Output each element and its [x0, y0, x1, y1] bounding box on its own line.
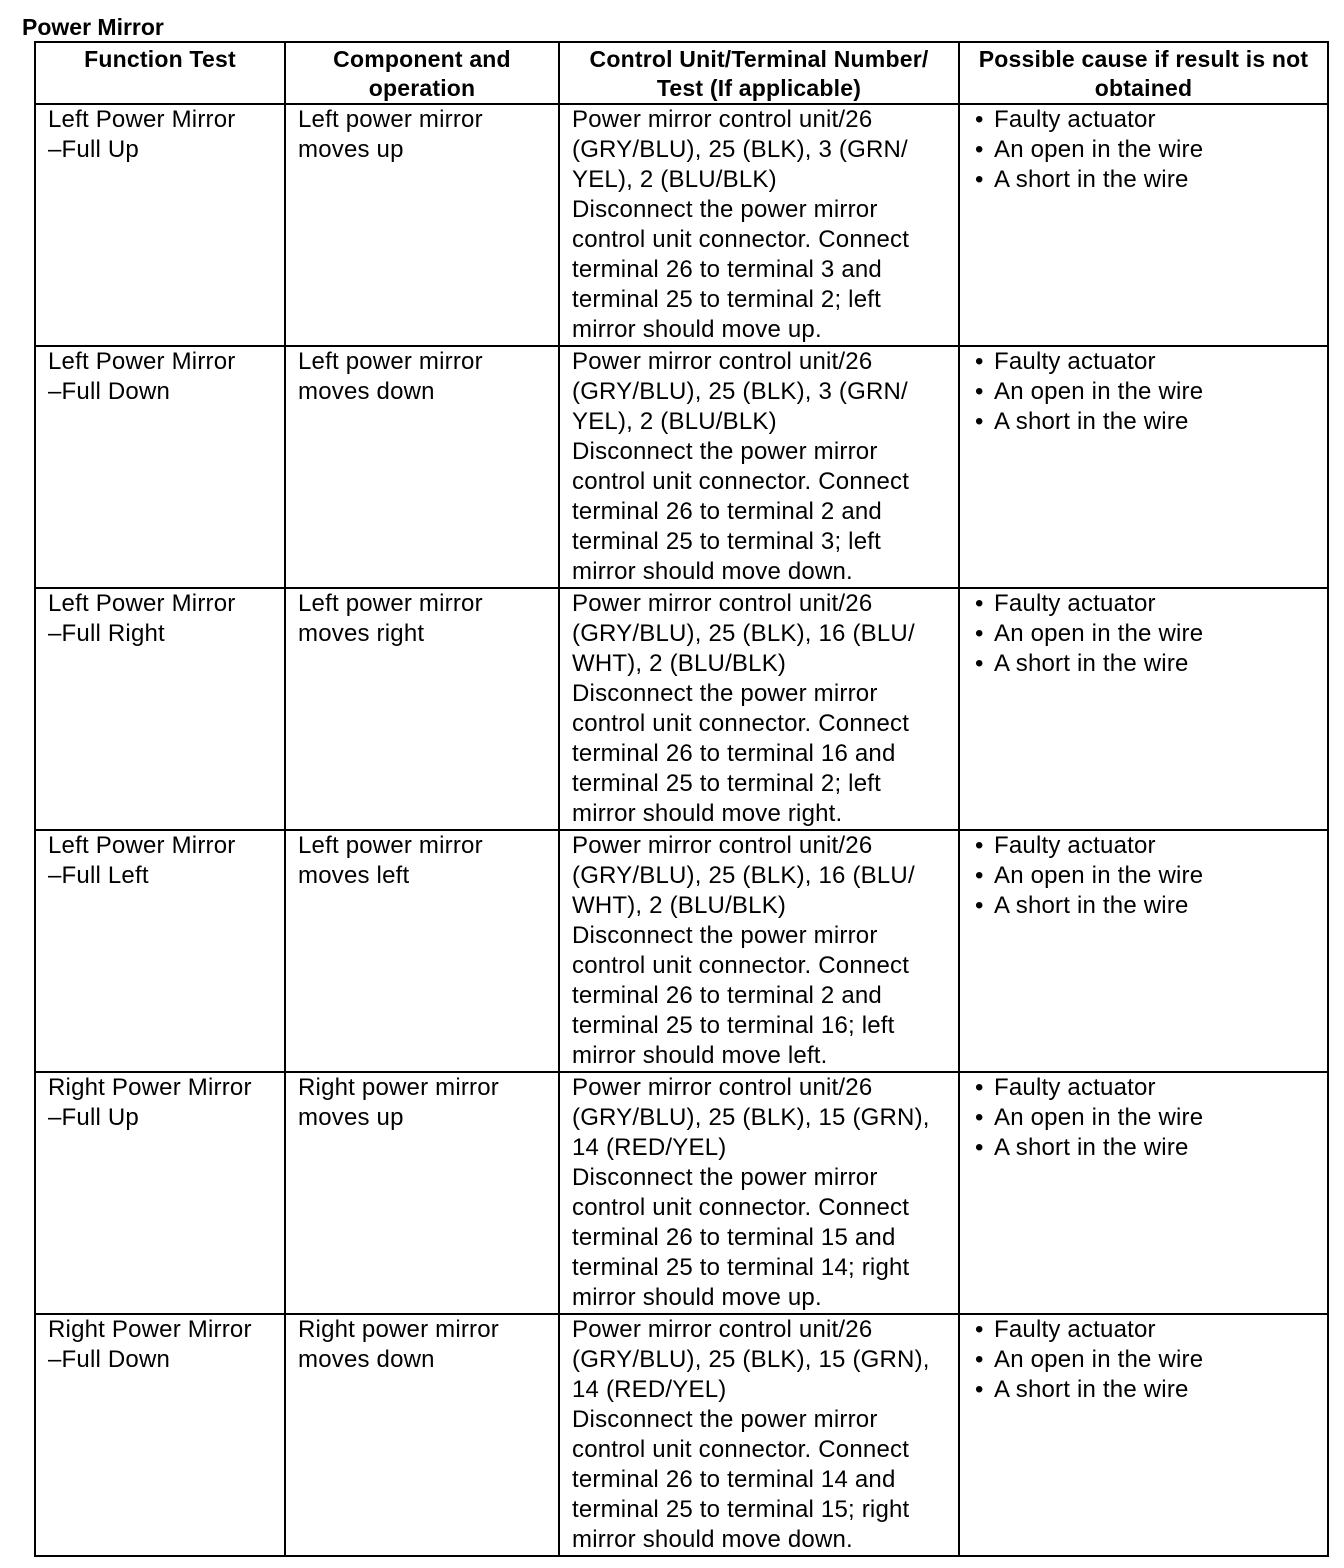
header-component-line: operation: [368, 75, 476, 101]
function-test-cell-line: Left Power Mirror: [48, 832, 236, 859]
control-unit-cell-line: control unit connector. Connect: [572, 1436, 910, 1463]
function-test-cell-line: Left Power Mirror: [48, 348, 236, 375]
function-test-cell: [35, 588, 285, 830]
cause-list: [972, 1315, 1321, 1405]
table-body: [35, 104, 1328, 1556]
section-title: Power Mirror: [22, 14, 164, 40]
control-unit-cell-line: Power mirror control unit/26: [572, 348, 873, 375]
function-test-cell: [35, 830, 285, 1072]
control-unit-cell-line: Power mirror control unit/26: [572, 106, 873, 133]
control-unit-cell: [559, 830, 959, 1072]
cause-item: • Faulty actuator: [972, 1073, 1321, 1103]
control-unit-cell-line: control unit connector. Connect: [572, 952, 910, 979]
component-cell-line: Left power mirror: [298, 348, 483, 375]
cause-item: • A short in the wire: [972, 649, 1321, 679]
control-unit-cell-line: terminal 25 to terminal 15; right: [572, 1496, 910, 1523]
function-test-cell-line: –Full Down: [48, 1346, 171, 1373]
control-unit-cell-line: Disconnect the power mirror: [572, 680, 878, 707]
header-component: [285, 42, 559, 104]
function-test-cell-line: Right Power Mirror: [48, 1074, 252, 1101]
header-control-line: Test (If applicable): [656, 75, 862, 101]
control-unit-cell-line: (GRY/BLU), 25 (BLK), 16 (BLU/: [572, 862, 915, 889]
cause-list: [972, 347, 1321, 437]
table-row: [35, 1072, 1328, 1314]
possible-cause-cell: [959, 104, 1328, 346]
control-unit-cell: [559, 588, 959, 830]
control-unit-cell-line: Disconnect the power mirror: [572, 196, 878, 223]
function-test-cell: [35, 1072, 285, 1314]
control-unit-cell-line: control unit connector. Connect: [572, 468, 910, 495]
control-unit-cell-line: control unit connector. Connect: [572, 1194, 910, 1221]
possible-cause-cell: [959, 346, 1328, 588]
header-function-test-label: Function Test: [84, 46, 236, 72]
cause-item: • Faulty actuator: [972, 1315, 1321, 1345]
control-unit-cell-line: (GRY/BLU), 25 (BLK), 15 (GRN),: [572, 1346, 930, 1373]
cause-item: • A short in the wire: [972, 407, 1321, 437]
control-unit-cell-line: 14 (RED/YEL): [572, 1134, 727, 1161]
component-cell-line: Right power mirror: [298, 1316, 499, 1343]
control-unit-cell-line: mirror should move up.: [572, 316, 822, 343]
header-component-line: Component and: [333, 46, 511, 72]
control-unit-cell-line: terminal 25 to terminal 2; left: [572, 286, 882, 313]
component-cell-line: moves down: [298, 1346, 435, 1373]
control-unit-cell: [559, 1314, 959, 1556]
control-unit-cell-line: Power mirror control unit/26: [572, 832, 873, 859]
control-unit-cell-line: terminal 26 to terminal 14 and: [572, 1466, 896, 1493]
component-cell-line: Left power mirror: [298, 590, 483, 617]
header-cause-line: Possible cause if result is not: [978, 46, 1309, 72]
function-test-cell: [35, 1314, 285, 1556]
function-test-cell-line: –Full Left: [48, 862, 149, 889]
component-cell: [285, 830, 559, 1072]
header-cause-line: obtained: [1094, 75, 1193, 101]
component-cell: [285, 1314, 559, 1556]
cause-item: • A short in the wire: [972, 891, 1321, 921]
possible-cause-cell: [959, 588, 1328, 830]
function-test-cell-line: –Full Up: [48, 1104, 139, 1131]
possible-cause-cell: [959, 1072, 1328, 1314]
control-unit-cell-line: terminal 26 to terminal 2 and: [572, 982, 882, 1009]
control-unit-cell-line: terminal 26 to terminal 2 and: [572, 498, 882, 525]
control-unit-cell-line: control unit connector. Connect: [572, 710, 910, 737]
control-unit-cell-line: mirror should move down.: [572, 1526, 853, 1553]
control-unit-cell-line: mirror should move right.: [572, 800, 843, 827]
control-unit-cell: [559, 104, 959, 346]
control-unit-cell: [559, 1072, 959, 1314]
component-cell: [285, 104, 559, 346]
cause-item: • An open in the wire: [972, 1103, 1321, 1133]
table-row: [35, 346, 1328, 588]
control-unit-cell-line: terminal 25 to terminal 16; left: [572, 1012, 895, 1039]
control-unit-cell-line: terminal 26 to terminal 16 and: [572, 740, 896, 767]
control-unit-cell-line: YEL), 2 (BLU/BLK): [572, 166, 777, 193]
control-unit-cell-line: Power mirror control unit/26: [572, 1316, 873, 1343]
header-control-unit: [559, 42, 959, 104]
control-unit-cell-line: WHT), 2 (BLU/BLK): [572, 892, 787, 919]
control-unit-cell-line: terminal 26 to terminal 3 and: [572, 256, 882, 283]
cause-item: • Faulty actuator: [972, 347, 1321, 377]
power-mirror-table: [34, 41, 1329, 1557]
function-test-cell-line: Right Power Mirror: [48, 1316, 252, 1343]
component-cell-line: Right power mirror: [298, 1074, 499, 1101]
component-cell-line: Left power mirror: [298, 832, 483, 859]
control-unit-cell-line: terminal 25 to terminal 3; left: [572, 528, 882, 555]
component-cell-line: moves up: [298, 1104, 404, 1131]
header-control-line: Control Unit/Terminal Number/: [589, 46, 929, 72]
cause-item: • A short in the wire: [972, 1375, 1321, 1405]
component-cell: [285, 346, 559, 588]
table-row: [35, 830, 1328, 1072]
control-unit-cell-line: mirror should move left.: [572, 1042, 828, 1069]
cause-item: • An open in the wire: [972, 135, 1321, 165]
function-test-cell-line: –Full Right: [48, 620, 165, 647]
cause-item: • An open in the wire: [972, 1345, 1321, 1375]
cause-item: • An open in the wire: [972, 377, 1321, 407]
component-cell: [285, 1072, 559, 1314]
control-unit-cell-line: (GRY/BLU), 25 (BLK), 16 (BLU/: [572, 620, 915, 647]
component-cell-line: moves up: [298, 136, 404, 163]
cause-item: • An open in the wire: [972, 619, 1321, 649]
control-unit-cell-line: mirror should move up.: [572, 1284, 822, 1311]
header-row: [35, 42, 1328, 104]
control-unit-cell-line: terminal 25 to terminal 14; right: [572, 1254, 910, 1281]
control-unit-cell-line: Disconnect the power mirror: [572, 1164, 878, 1191]
function-test-cell-line: Left Power Mirror: [48, 590, 236, 617]
control-unit-cell: [559, 346, 959, 588]
control-unit-cell-line: control unit connector. Connect: [572, 226, 910, 253]
control-unit-cell-line: (GRY/BLU), 25 (BLK), 3 (GRN/: [572, 378, 908, 405]
table-row: [35, 104, 1328, 346]
cause-list: [972, 1073, 1321, 1163]
function-test-cell: [35, 346, 285, 588]
cause-item: • A short in the wire: [972, 1133, 1321, 1163]
control-unit-cell-line: (GRY/BLU), 25 (BLK), 3 (GRN/: [572, 136, 908, 163]
cause-list: [972, 831, 1321, 921]
possible-cause-cell: [959, 830, 1328, 1072]
control-unit-cell-line: mirror should move down.: [572, 558, 853, 585]
control-unit-cell-line: Disconnect the power mirror: [572, 1406, 878, 1433]
component-cell-line: moves down: [298, 378, 435, 405]
header-possible-cause: [959, 42, 1328, 104]
component-cell-line: Left power mirror: [298, 106, 483, 133]
control-unit-cell-line: terminal 25 to terminal 2; left: [572, 770, 882, 797]
cause-item: • Faulty actuator: [972, 105, 1321, 135]
component-cell-line: moves right: [298, 620, 425, 647]
function-test-cell-line: Left Power Mirror: [48, 106, 236, 133]
cause-list: [972, 589, 1321, 679]
function-test-cell: [35, 104, 285, 346]
possible-cause-cell: [959, 1314, 1328, 1556]
cause-item: • Faulty actuator: [972, 589, 1321, 619]
control-unit-cell-line: terminal 26 to terminal 15 and: [572, 1224, 896, 1251]
control-unit-cell-line: Power mirror control unit/26: [572, 590, 873, 617]
cause-item: • Faulty actuator: [972, 831, 1321, 861]
function-test-cell-line: –Full Up: [48, 136, 139, 163]
component-cell-line: moves left: [298, 862, 410, 889]
cause-item: • A short in the wire: [972, 165, 1321, 195]
cause-item: • An open in the wire: [972, 861, 1321, 891]
control-unit-cell-line: Disconnect the power mirror: [572, 922, 878, 949]
control-unit-cell-line: (GRY/BLU), 25 (BLK), 15 (GRN),: [572, 1104, 930, 1131]
table-row: [35, 1314, 1328, 1556]
control-unit-cell-line: Power mirror control unit/26: [572, 1074, 873, 1101]
control-unit-cell-line: Disconnect the power mirror: [572, 438, 878, 465]
table-row: [35, 588, 1328, 830]
control-unit-cell-line: YEL), 2 (BLU/BLK): [572, 408, 777, 435]
cause-list: [972, 105, 1321, 195]
component-cell: [285, 588, 559, 830]
header-function-test: [35, 42, 285, 104]
function-test-cell-line: –Full Down: [48, 378, 171, 405]
control-unit-cell-line: 14 (RED/YEL): [572, 1376, 727, 1403]
control-unit-cell-line: WHT), 2 (BLU/BLK): [572, 650, 787, 677]
